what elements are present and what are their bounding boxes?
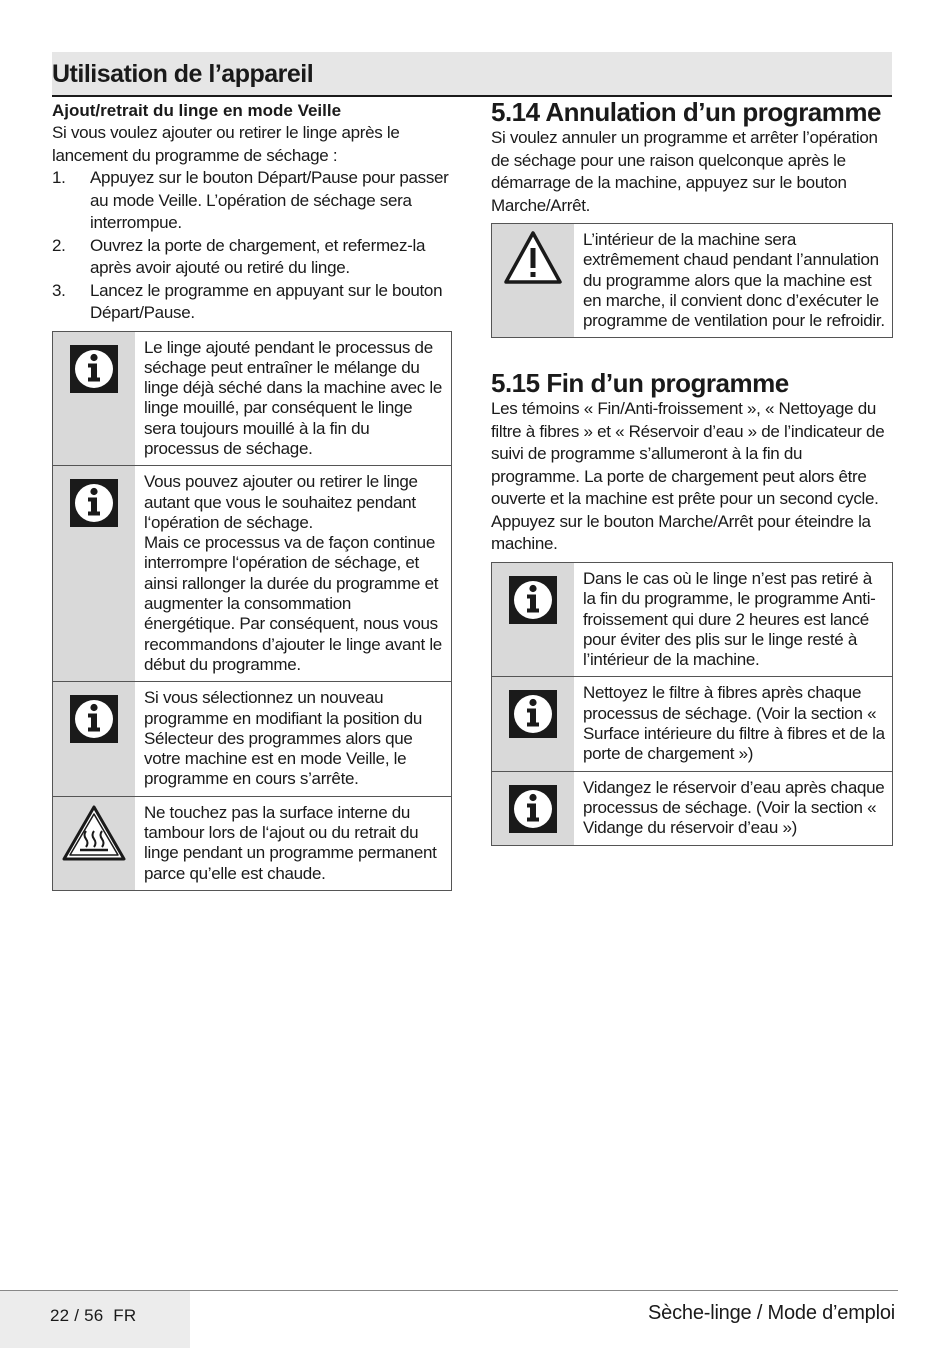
left-column [52, 100, 452, 891]
note-text-continued: Mais ce processus va de façon continue interrompre l‘opération de séchage, et ainsi rallonger la durée du programme et augmenter la consommation énergétique. Par conséquent, nous vous recommandons d’ajouter le linge avant le début du programme. [144, 533, 442, 674]
note-text: Nettoyez le filtre à fibres après chaque processus de séchage. (Voir la section « Surface intérieure du filtre à fibres et de la porte de chargement ») [583, 683, 885, 764]
hot-surface-icon [62, 805, 126, 861]
step-item [52, 280, 452, 325]
note-text: Dans le cas où le linge n’est pas retiré à la fin du programme, le programme Anti-froissement qui dure 2 heures est lancé pour éviter des plis sur le linge resté à l’intérieur de la machine. [583, 568, 876, 670]
section-title: 5.15 Fin d’un programme [491, 368, 789, 399]
step-text: Lancez le programme en appuyant sur le bouton Départ/Pause. [90, 280, 443, 322]
note-row [53, 681, 451, 795]
warning-text: L’intérieur de la machine sera extrêmement chaud pendant l’annulation du programme alors que la machine est en marche, il convient donc d’exécuter le programme de ventilation pour le refroidir. [583, 230, 885, 331]
note-row [53, 796, 451, 890]
info-icon [69, 694, 119, 744]
step-item [52, 235, 452, 280]
step-number: 1. [52, 168, 66, 187]
info-icon [69, 478, 119, 528]
info-icon [508, 689, 558, 739]
info-icon [69, 344, 119, 394]
note-row [53, 332, 451, 466]
note-text: Le linge ajouté pendant le processus de séchage peut entraîner le mélange du linge déjà séché dans la machine avec le linge mouillé, par conséquent le linge sera toujours mouillé à la fin du processus de séchage. [144, 337, 442, 458]
step-number: 3. [52, 280, 66, 300]
notes-table [491, 562, 893, 846]
page-count: 22 / 56 [50, 1306, 104, 1325]
section-subheading: Ajout/retrait du linge en mode Veille [52, 101, 342, 120]
page-number [50, 1306, 136, 1326]
note-text: Vous pouvez ajouter ou retirer le linge autant que vous le souhaitez pendant l‘opération de séchage. [144, 472, 418, 532]
section-body: Si voulez annuler un programme et arrêter l’opération de séchage pour une raison quelconque après le démarrage de la machine, appuyez sur le bouton Marche/Arrêt. [491, 128, 878, 215]
notes-table [52, 331, 452, 891]
note-row [492, 563, 892, 676]
warning-row [492, 224, 892, 337]
intro-paragraph: Si vous voulez ajouter ou retirer le linge après le lancement du programme de séchage : [52, 123, 400, 165]
document-title: Sèche-linge / Mode d’emploi [648, 1302, 895, 1324]
note-text: Ne touchez pas la surface interne du tambour lors de l‘ajout ou du retrait du linge pendant un programme permanent parce qu’elle est chaude. [144, 802, 437, 883]
warning-table [491, 223, 893, 338]
note-row [492, 676, 892, 770]
info-icon [508, 784, 558, 834]
language-code: FR [113, 1306, 137, 1325]
note-row [492, 771, 892, 845]
page-header [52, 52, 892, 97]
note-row [53, 465, 451, 681]
warning-icon [503, 230, 563, 286]
step-text: Appuyez sur le bouton Départ/Pause pour passer au mode Veille. L’opération de séchage sera interrompue. [90, 168, 449, 232]
note-text: Vidangez le réservoir d’eau après chaque processus de séchage. (Voir la section « Vidange du réservoir d’eau ») [583, 777, 885, 838]
step-item [52, 167, 452, 235]
step-number: 2. [52, 235, 66, 255]
section-body: Les témoins « Fin/Anti-froissement », « Nettoyage du filtre à fibres » et « Réservoir d’eau » de l’indicateur de suivi de programme s’allumeront à la fin du programme. La porte de chargement peut alors être ouverte et la machine est prête pour un second cycle. [491, 399, 885, 509]
note-text: Si vous sélectionnez un nouveau programme en modifiant la position du Sélecteur des programmes alors que votre machine est en mode Veille, le programme en cours s’arrête. [144, 688, 423, 789]
info-icon [508, 575, 558, 625]
right-column [491, 97, 893, 846]
page-title: Utilisation de l’appareil [52, 60, 314, 88]
section-title: 5.14 Annulation d’un programme [491, 97, 881, 127]
steps-list [52, 167, 452, 325]
section-body: Appuyez sur le bouton Marche/Arrêt pour éteindre la machine. [491, 511, 871, 554]
step-text: Ouvrez la porte de chargement, et refermez-la après avoir ajouté ou retiré du linge. [90, 235, 426, 277]
